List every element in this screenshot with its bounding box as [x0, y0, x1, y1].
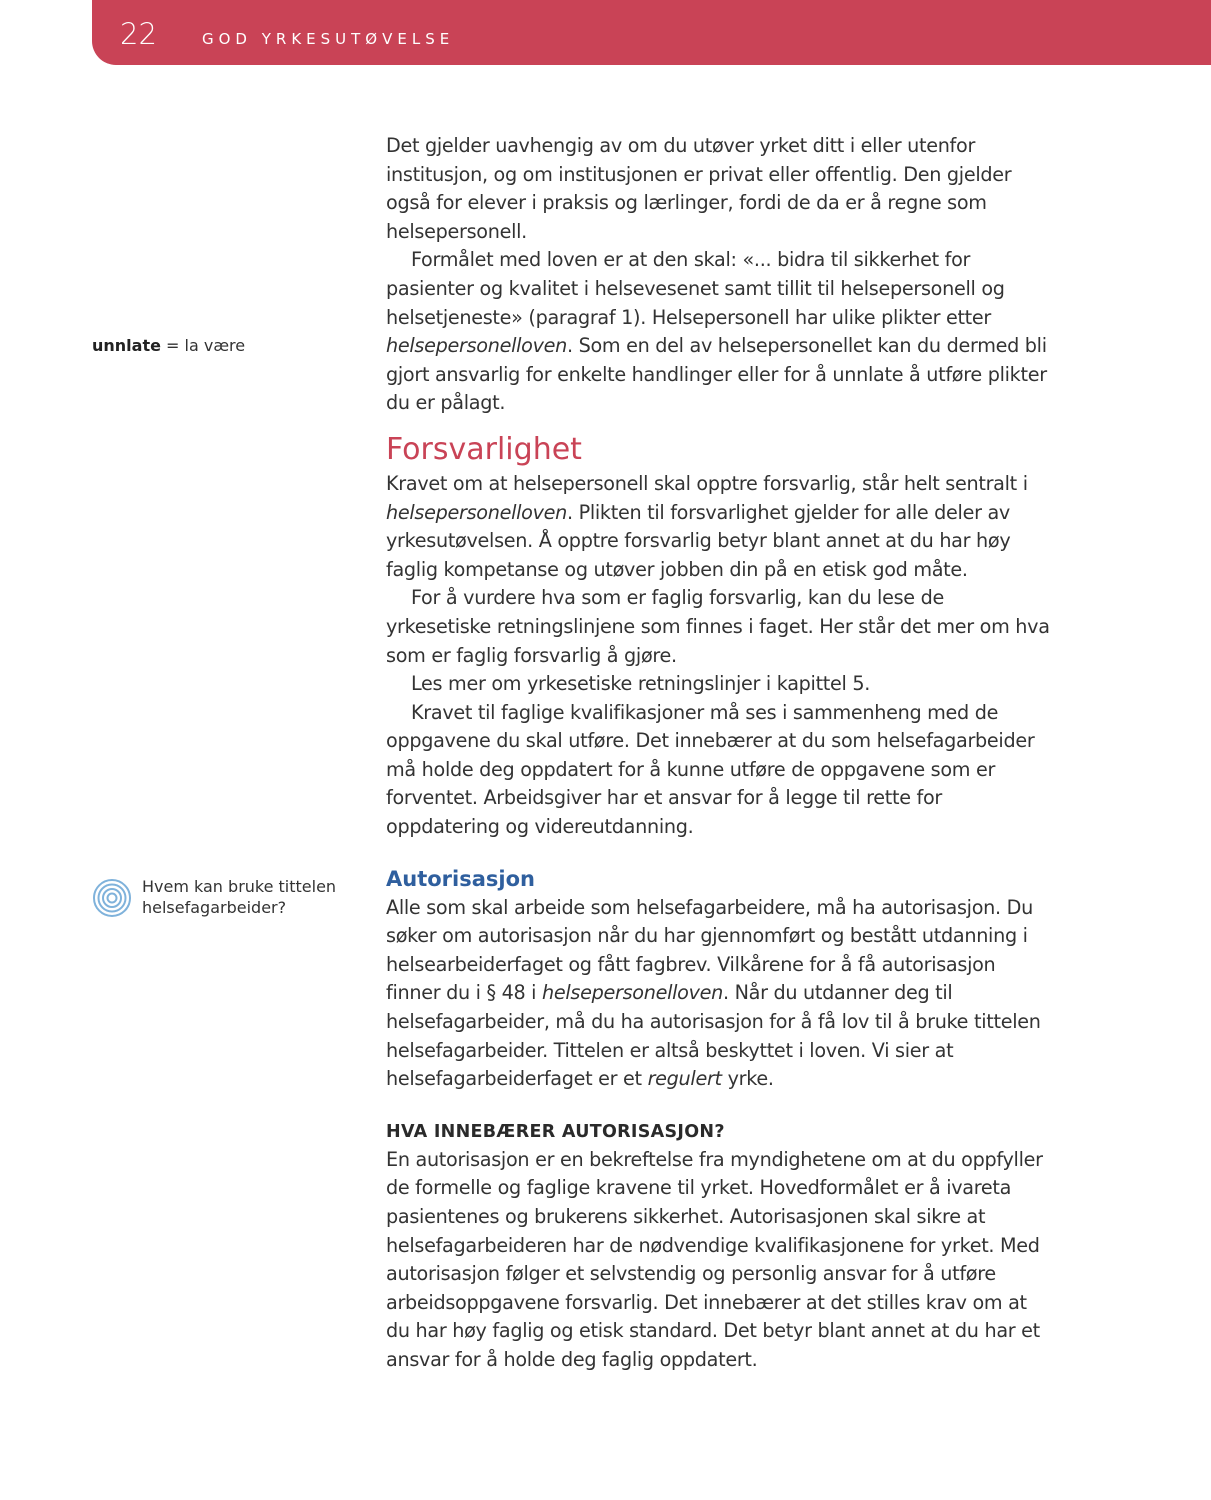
subheading-autorisasjon: Autorisasjon	[386, 866, 535, 891]
intro-paragraph-1: Det gjelder uavhengig av om du utøver yrket ditt i eller utenfor institusjon, og om institusjonen er privat eller offentlig. Den gjelder også for elever i praksis og lærlinger, fordi de da er å regne som helsepersonell.	[386, 134, 1012, 243]
subheading-innebaerer: HVA INNEBÆRER AUTORISASJON?	[386, 1121, 725, 1142]
intro-paragraph-2: Formålet med loven er at den skal: «... bidra til sikkerhet for pasienter og kvalitet i helsevesenet samt tillit til helsepersonell og helsetjeneste» (paragraf 1). Helsepersonell har ulike plikter etter helsepersonelloven. Som en del av helsepersonellet kan du dermed bli gjort ansvarlig for enkelte handlinger eller for å unnlate å utføre plikter du er pålagt.	[386, 248, 1047, 415]
page-header	[92, 0, 1211, 65]
spiral-icon	[92, 878, 132, 918]
autorisasjon-paragraph-1: Alle som skal arbeide som helsefagarbeidere, må ha autorisasjon. Du søker om autorisasjon når du har gjennomført og bestått utdanning i helsearbeiderfaget og fått fagbrev. Vilkårene for å få autorisasjon finner du i § 48 i helsepersonelloven. Når du utdanner deg til helsefagarbeider, må du ha autorisasjon for å få lov til å bruke tittelen helsefagarbeider. Tittelen er altså beskyttet i loven. Vi sier at helsefagarbeiderfaget er et regulert yrke.	[386, 895, 1041, 1091]
forsvarlighet-paragraph-4: Kravet til faglige kvalifikasjoner må ses i sammenheng med de oppgavene du skal utføre. Det innebærer at du som helsefagarbeider må holde deg oppdatert for å kunne utføre de oppgavene som er forventet. Arbeidsgiver har et ansvar for å legge til rette for oppdatering og videreutdanning.	[386, 700, 1035, 839]
law-name: helsepersonelloven	[386, 334, 567, 358]
page-number: 22	[120, 17, 157, 51]
running-title: GOD YRKESUTØVELSE	[202, 30, 455, 48]
innebaerer-paragraph-1: En autorisasjon er en bekreftelse fra myndighetene om at du oppfyller de formelle og faglige kravene til yrket. Hovedformålet er å ivareta pasientenes og brukerens sikkerhet. Autorisasjonen skal sikre at helsefagarbeideren har de nødvendige kvalifikasjonene for yrket. Med autorisasjon følger et selvstendig og personlig ansvar for å utføre arbeidsoppgavene forsvarlig. Det innebærer at det stilles krav om at du har høy faglig og etisk standard. Det betyr blant annet at du har et ansvar for å holde deg faglig oppdatert.	[386, 1147, 1043, 1371]
margin-question-text: Hvem kan bruke tittelen helsefagarbeider?	[142, 877, 337, 917]
main-column	[386, 132, 1054, 1375]
gloss-definition: = la være	[160, 336, 246, 355]
margin-gloss	[92, 335, 245, 357]
gloss-term: unnlate	[92, 336, 161, 355]
forsvarlighet-paragraph-3: Les mer om yrkesetiske retningslinjer i kapittel 5.	[411, 672, 871, 696]
forsvarlighet-paragraph-1: Kravet om at helsepersonell skal opptre forsvarlig, står helt sentralt i helsepersonelloven. Plikten til forsvarlighet gjelder for alle deler av yrkesutøvelsen. Å opptre forsvarlig betyr blant annet at du har høy faglig kompetanse og utøver jobben din på en etisk god måte.	[386, 471, 1028, 581]
forsvarlighet-paragraph-2: For å vurdere hva som er faglig forsvarlig, kan du lese de yrkesetiske retningslinjene som finnes i faget. Her står det mer om hva som er faglig forsvarlig å gjøre.	[386, 586, 1050, 667]
law-name: helsepersonelloven	[386, 500, 567, 524]
emphasis-regulert: regulert	[647, 1067, 722, 1091]
law-name: helsepersonelloven	[542, 981, 724, 1005]
section-heading-forsvarlighet: Forsvarlighet	[386, 431, 582, 467]
